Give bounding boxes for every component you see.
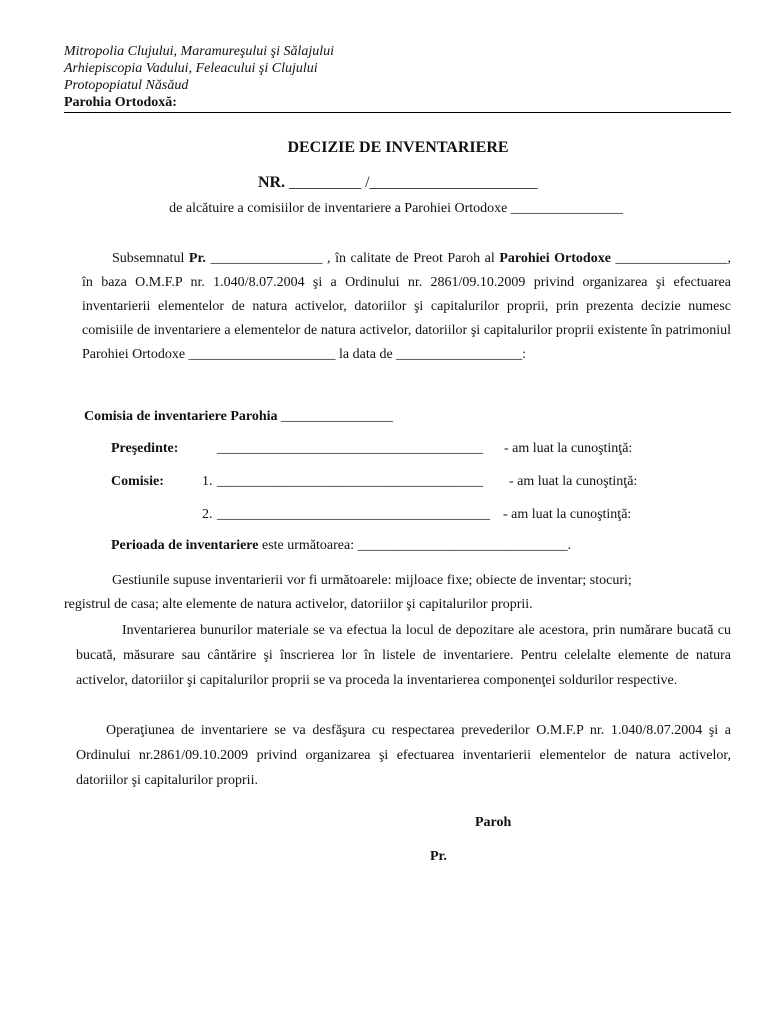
p1-parish-label: Parohiei Ortodoxe (499, 251, 611, 266)
inventory-period (111, 538, 571, 554)
commission-heading (84, 409, 393, 425)
period-label: Perioada de inventariere (111, 538, 259, 553)
member1-acknowledgement: - am luat la cunoştinţă: (509, 474, 638, 489)
document-subtitle: de alcătuire a comisiilor de inventariere a Parohiei Ortodoxe ________________ (169, 201, 623, 216)
letterhead-archdiocese: Arhiepiscopia Vadului, Feleacului şi Clujului (64, 61, 318, 76)
scope-line-1: Gestiunile supuse inventarierii vor fi următoarele: mijloace fixe; obiecte de inventar; stocuri; (112, 573, 632, 588)
president-acknowledgement: - am luat la cunoştinţă: (504, 441, 633, 456)
scope-line-2: registrul de casa; alte elemente de natura activelor, datoriilor şi capitalurilor proprii. (64, 597, 533, 612)
inventory-method-paragraph: Inventarierea bunurilor materiale se va efectua la locul de depozitare ale acestora, prin numărare bucată cu bucată, măsurare sau cântărire şi înscrierea lor în listele de inventariere. Pentru celelalte elemente de natura activelor, datoriilor şi capitalurilor proprii se va proceda la inventarierea componenţei soldurilor respective. (76, 623, 731, 688)
member1-signature-line: ______________________________________ (217, 474, 483, 489)
president-signature-line: ______________________________________ (217, 441, 483, 456)
number-blank: _________ /_____________________ (285, 174, 538, 191)
member2-signature-line: _______________________________________ (217, 507, 490, 522)
signature-name: Pr. (430, 849, 447, 864)
commission-heading-label: Comisia de inventariere Parohia (84, 409, 278, 424)
p1-priest-prefix: Pr. (188, 251, 206, 266)
period-text: este următoarea: ______________________________. (258, 538, 572, 553)
letterhead-metropolis: Mitropolia Clujului, Maramureşului şi Sălajului (64, 44, 335, 59)
decision-paragraph (82, 247, 731, 367)
document-title: DECIZIE DE INVENTARIERE (287, 139, 509, 156)
commission-heading-blank: ________________ (277, 409, 394, 424)
p1-text-a: Subsemnatul (112, 251, 189, 266)
header-divider (64, 112, 731, 113)
letterhead-parish: Parohia Ortodoxă: (64, 95, 177, 110)
member2-acknowledgement: - am luat la cunoştinţă: (503, 507, 632, 522)
number-label: NR. (258, 174, 286, 191)
members-label: Comisie: (111, 474, 164, 489)
president-label: Preşedinte: (111, 441, 179, 456)
letterhead (64, 43, 334, 111)
member1-number: 1. (202, 474, 213, 489)
p1-text-b: ________________ , în calitate de Preot Paroh al (205, 251, 500, 266)
member2-number: 2. (202, 507, 213, 522)
inventory-legal-paragraph: Operaţiunea de inventariere se va desfăşura cu respectarea prevederilor O.M.F.P nr. 1.040/8.07.2004 şi a Ordinului nr.2861/09.10.2009 privind organizarea şi efectuarea inventarierii elementelor de natura activelor, datoriilor şi capitalurilor proprii. (76, 723, 731, 788)
inventory-scope-paragraph (82, 569, 731, 593)
signature-role: Paroh (475, 815, 512, 830)
document-number (258, 174, 538, 192)
p1-text-c: ________________, în baza O.M.F.P nr. 1.040/8.07.2004 şi a Ordinului nr. 2861/09.10.2009 privind organizarea şi efectuarea inventarierii elementelor de natura activelor, datoriilor şi capitalurilor proprii, prin prezenta decizie numesc comisiile de inventariere a elementelor de natura activelor, datoriilor şi capitalurilor proprii existente în patrimoniul Parohiei Ortodoxe _____________________ la data de __________________: (82, 251, 732, 362)
letterhead-deanery: Protopopiatul Năsăud (64, 78, 189, 93)
